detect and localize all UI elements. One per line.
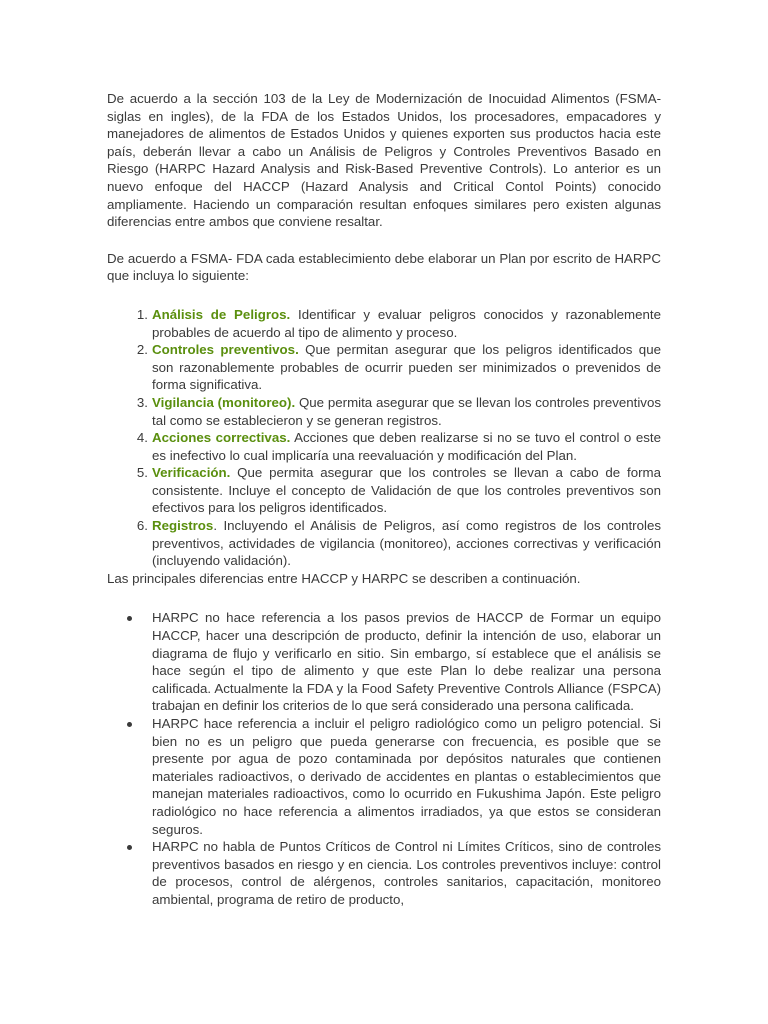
bullet-icon (127, 722, 132, 727)
step-text: Que permita asegurar que se llevan los controles preventivos tal como se establecieron y se generan registros. (152, 394, 661, 428)
step-text: Identificar y evaluar peligros conocidos y razonablemente probables de acuerdo al tipo de alimento y proceso. (152, 306, 662, 340)
harpc-steps-list (107, 306, 661, 570)
list-item (136, 341, 661, 394)
step-title: Vigilancia (monitoreo). (152, 394, 296, 410)
list-item (136, 306, 662, 341)
intro-paragraph: De acuerdo a la sección 103 de la Ley de Modernización de Inocuidad Alimentos (FSMA- siglas en ingles), de la FDA de los Estados Unidos, los procesadores, empacadores y manejadores de alimentos de Estados Unidos y quienes exporten sus productos hacia este país, deberán llevar a cabo un Análisis de Peligros y Controles Preventivos Basado en Riesgo (HARPC Hazard Analysis and Risk-Based Preventive Controls). Lo anterior es un nuevo enfoque del HACCP (Hazard Analysis and Critical Contol Points) conocido ampliamente. Haciendo un comparación resultan enfoques similares pero existen algunas diferencias entre ambos que conviene resaltar. (107, 91, 661, 230)
list-item (152, 609, 661, 715)
list-number: 2. (136, 342, 148, 358)
differences-intro-paragraph: Las principales diferencias entre HACCP y HARPC se describen a continuación. (107, 570, 581, 586)
difference-text: HARPC hace referencia a incluir el peligro radiológico como un peligro potencial. Si bien no es un peligro que pueda generarse con frecuencia, es posible que se presente por agua de pozo contaminada por depósitos naturales que contienen materiales radioactivos, o derivado de accidentes en plantas o establecimientos que manejan materiales radioactivos, como lo ocurrido en Fukushima Japón. Este peligro radiológico no hace referencia a alimentos irradiados, ya que estos se consideran seguros. (152, 716, 661, 837)
difference-text: HARPC no habla de Puntos Críticos de Control ni Límites Críticos, sino de controles preventivos basados en riesgo y en ciencia. Los controles preventivos incluye: control de procesos, control de alérgenos, controles sanitarios, capacitación, monitoreo ambiental, programa de retiro de producto, (152, 839, 661, 907)
difference-text: HARPC no hace referencia a los pasos previos de HACCP de Formar un equipo HACCP, hacer una descripción de producto, definir la intención de uso, elaborar un diagrama de flujo y verificarlo en sitio. Sin embargo, sí establece que el análisis se hace según el tipo de alimento y que este Plan lo debe realizar una persona calificada. Actualmente la FDA y la Food Safety Preventive Controls Alliance (FSPCA) trabajan en definir los criterios de lo que será considerado una persona calificada. (152, 610, 661, 714)
list-number: 5. (136, 465, 148, 481)
step-title: Análisis de Peligros. (152, 306, 291, 322)
bullet-icon (127, 845, 132, 850)
document-page (107, 90, 661, 909)
list-number: 6. (136, 518, 148, 534)
step-text: Acciones que deben realizarse si no se tuvo el control o este es inefectivo lo cual implicaría una reevaluación y modificación del Plan. (152, 430, 661, 463)
step-text: Que permitan asegurar que los peligros identificados que son razonablemente probables de ocurrir pueden ser minimizados o prevenidos de forma significativa. (152, 342, 661, 393)
list-item (136, 394, 661, 429)
bullet-icon (127, 616, 132, 621)
step-title: Registros (152, 518, 214, 534)
differences-list (107, 609, 661, 908)
list-item (136, 429, 661, 464)
list-item (152, 715, 661, 838)
list-item (152, 838, 661, 908)
list-item (136, 517, 661, 570)
list-number: 4. (136, 430, 148, 446)
step-title: Acciones correctivas. (152, 430, 291, 446)
plan-paragraph: De acuerdo a FSMA- FDA cada establecimiento debe elaborar un Plan por escrito de HARPC que incluya lo siguiente: (107, 250, 661, 284)
step-text: Que permita asegurar que los controles se llevan a cabo de forma consistente. Incluye el concepto de Validación de que los controles preventivos son efectivos para los peligros identificados. (152, 465, 661, 516)
list-number: 1. (136, 306, 148, 322)
step-title: Controles preventivos. (152, 342, 299, 358)
list-item (136, 464, 661, 517)
step-title: Verificación. (152, 465, 231, 481)
step-text: . Incluyendo el Análisis de Peligros, así como registros de los controles preventivos, actividades de vigilancia (monitoreo), acciones correctivas y verificación (incluyendo validación). (152, 518, 661, 569)
list-number: 3. (136, 394, 148, 410)
